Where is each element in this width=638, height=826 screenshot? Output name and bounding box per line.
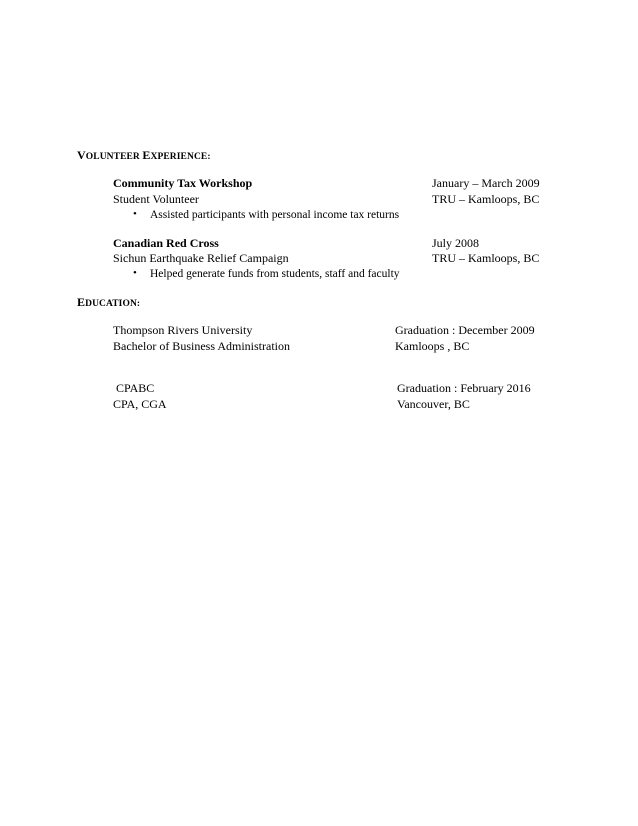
volunteer-bullet-1: Assisted participants with personal income tax returns xyxy=(150,209,400,221)
education-institution-1: Thompson Rivers University xyxy=(113,323,253,337)
volunteer-role-1: Student Volunteer xyxy=(113,192,199,206)
volunteer-bullet-2: Helped generate funds from students, staff and faculty xyxy=(150,268,400,280)
volunteer-org-1: Community Tax Workshop xyxy=(113,176,253,190)
volunteer-location-2: TRU – Kamloops, BC xyxy=(432,251,540,265)
volunteer-location-1: TRU – Kamloops, BC xyxy=(432,192,540,206)
education-degree-1: Bachelor of Business Administration xyxy=(113,339,290,353)
education-heading xyxy=(77,295,140,311)
volunteer-dates-2: July 2008 xyxy=(432,236,480,250)
volunteer-experience-heading xyxy=(77,148,211,164)
volunteer-role-2: Sichun Earthquake Relief Campaign xyxy=(113,251,289,265)
education-graduation-1: Graduation : December 2009 xyxy=(395,323,535,337)
education-location-2: Vancouver, BC xyxy=(397,397,470,411)
heading-initial: E xyxy=(77,295,86,309)
bullet-icon: • xyxy=(133,267,137,279)
heading-rest: DUCATION: xyxy=(85,299,141,309)
volunteer-dates-1: January – March 2009 xyxy=(432,176,540,190)
education-degree-2: CPA, CGA xyxy=(113,397,167,411)
education-institution-2: CPABC xyxy=(116,381,155,395)
heading-rest: OLUNTEER xyxy=(85,152,143,162)
volunteer-org-2: Canadian Red Cross xyxy=(113,236,219,250)
education-location-1: Kamloops , BC xyxy=(395,339,470,353)
heading-rest: XPERIENCE: xyxy=(150,152,211,162)
education-graduation-2: Graduation : February 2016 xyxy=(397,381,531,395)
heading-initial: E xyxy=(142,148,151,162)
heading-initial: V xyxy=(77,148,86,162)
bullet-icon: • xyxy=(133,208,137,220)
